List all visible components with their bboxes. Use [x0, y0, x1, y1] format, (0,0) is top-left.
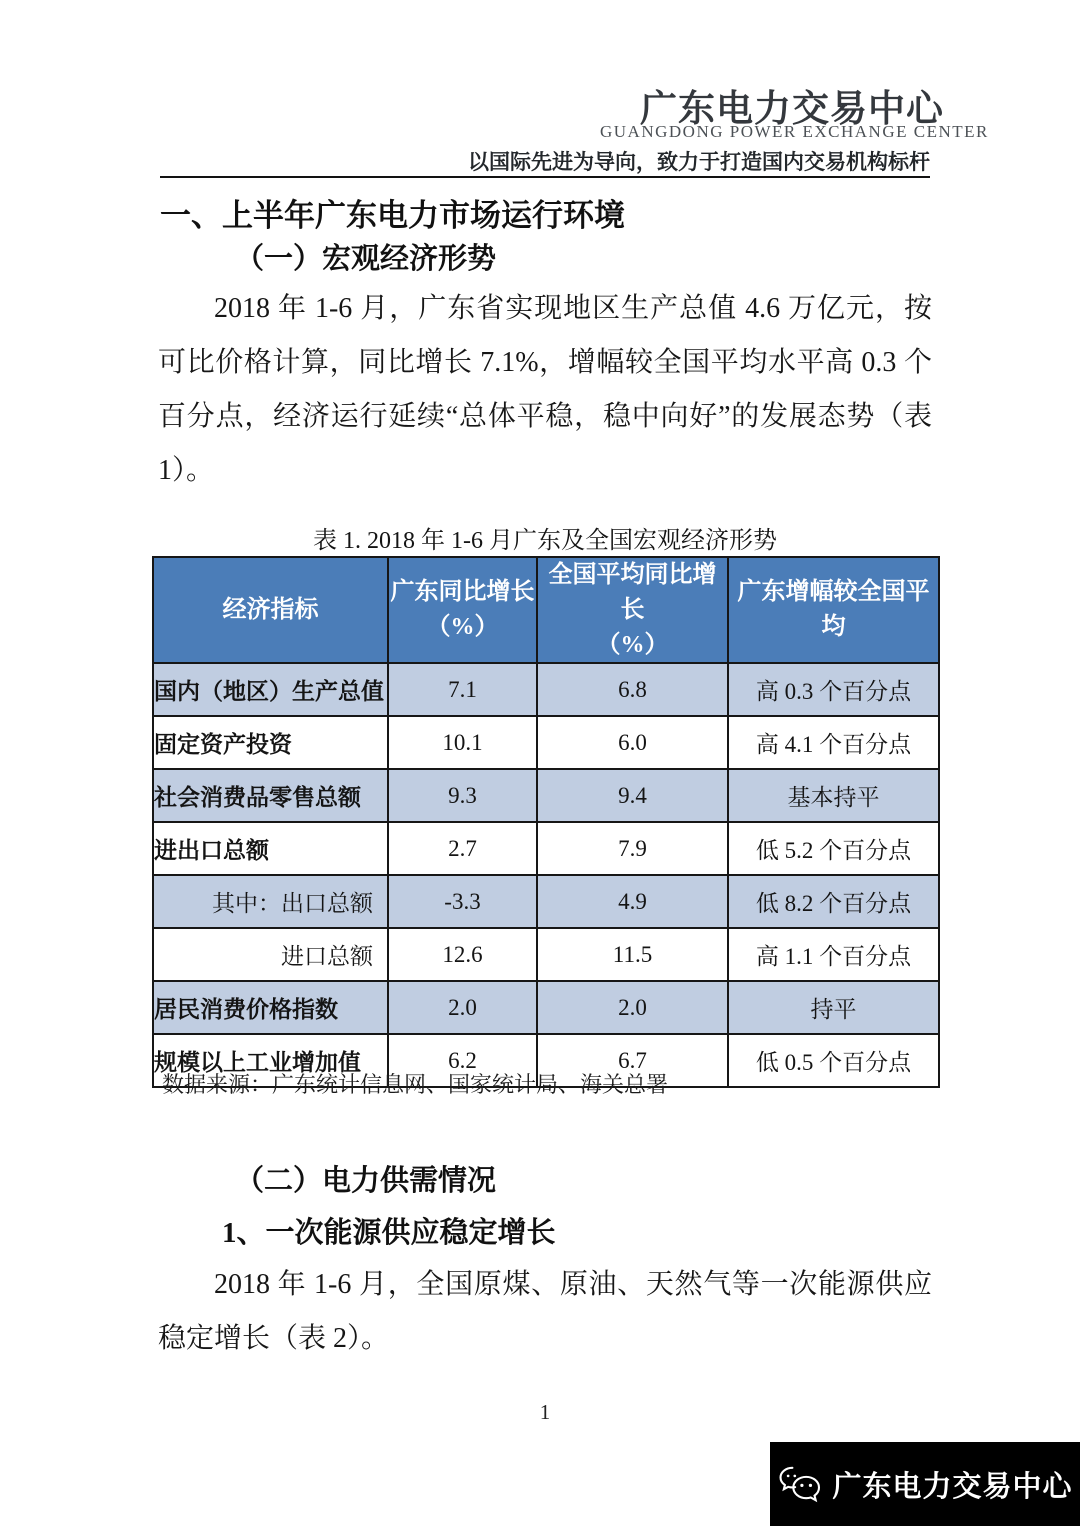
national-growth-cell: 6.7 [537, 1034, 728, 1087]
wechat-footer-label: 广东电力交易中心 [832, 1470, 1073, 1503]
subsubsection-heading-primary-energy: 1、一次能源供应稳定增长 [222, 1217, 556, 1249]
difference-cell: 低 8.2 个百分点 [728, 875, 939, 928]
economy-table-row [153, 716, 939, 769]
guangdong-growth-cell: -3.3 [388, 875, 537, 928]
economy-table-header-cell: 广东增幅较全国平均 [728, 557, 939, 663]
org-name-cn: 广东电力交易中心 [640, 88, 944, 129]
subsection-heading-macro-economy: （一）宏观经济形势 [235, 243, 497, 275]
guangdong-growth-cell: 7.1 [388, 663, 537, 716]
economy-table-header-cell: 全国平均同比增长 （%） [537, 557, 728, 663]
table-data-source: 数据来源：广东统计信息网、国家统计局、海关总署 [162, 1072, 669, 1097]
guangdong-growth-cell: 6.2 [388, 1034, 537, 1087]
guangdong-growth-cell: 12.6 [388, 928, 537, 981]
indicator-cell: 国内（地区）生产总值 [153, 663, 388, 716]
org-tagline: 以国际先进为导向，致力于打造国内交易机构标杆 [468, 150, 930, 174]
difference-cell: 基本持平 [728, 769, 939, 822]
economy-table-row [153, 822, 939, 875]
indicator-cell: 固定资产投资 [153, 716, 388, 769]
subsection-heading-power-supply-demand: （二）电力供需情况 [235, 1165, 497, 1197]
difference-cell: 低 5.2 个百分点 [728, 822, 939, 875]
national-growth-cell: 2.0 [537, 981, 728, 1034]
difference-cell: 高 4.1 个百分点 [728, 716, 939, 769]
difference-cell: 高 1.1 个百分点 [728, 928, 939, 981]
guangdong-growth-cell: 10.1 [388, 716, 537, 769]
guangdong-growth-cell: 2.7 [388, 822, 537, 875]
economy-table-header-cell: 广东同比增长 （%） [388, 557, 537, 663]
guangdong-growth-cell: 2.0 [388, 981, 537, 1034]
indicator-cell: 进出口总额 [153, 822, 388, 875]
national-growth-cell: 6.8 [537, 663, 728, 716]
economy-table-header-row [153, 557, 939, 663]
indicator-cell: 进口总额 [153, 928, 388, 981]
indicator-cell: 社会消费品零售总额 [153, 769, 388, 822]
economy-table-header-cell: 经济指标 [153, 557, 388, 663]
national-growth-cell: 4.9 [537, 875, 728, 928]
wechat-icon [777, 1465, 823, 1503]
indicator-cell: 居民消费价格指数 [153, 981, 388, 1034]
table-caption: 表 1. 2018 年 1-6 月广东及全国宏观经济形势 [313, 528, 777, 554]
guangdong-growth-cell: 9.3 [388, 769, 537, 822]
wechat-footer-bar [770, 1442, 1080, 1526]
economy-table-row [153, 769, 939, 822]
national-growth-cell: 9.4 [537, 769, 728, 822]
section-heading-1: 一、上半年广东电力市场运行环境 [160, 198, 625, 233]
economy-table-row [153, 928, 939, 981]
economy-table-body [153, 663, 939, 1087]
economy-table-row [153, 875, 939, 928]
national-growth-cell: 7.9 [537, 822, 728, 875]
paragraph-macro-economy: 2018 年 1-6 月，广东省实现地区生产总值 4.6 万亿元，按可比价格计算，同比增长 7.1%，增幅较全国平均水平高 0.3 个百分点，经济运行延续“总体平稳，稳中向好”的发展态势（表 1）。 [158, 293, 932, 486]
economy-table-row [153, 981, 939, 1034]
difference-cell: 持平 [728, 981, 939, 1034]
difference-cell: 低 0.5 个百分点 [728, 1034, 939, 1087]
indicator-cell: 其中：出口总额 [153, 875, 388, 928]
economy-table [152, 556, 940, 1088]
paragraph-primary-energy: 2018 年 1-6 月，全国原煤、原油、天然气等一次能源供应稳定增长（表 2）。 [158, 1269, 932, 1354]
difference-cell: 高 0.3 个百分点 [728, 663, 939, 716]
indicator-cell: 规模以上工业增加值 [153, 1034, 388, 1087]
economy-table-row [153, 663, 939, 716]
national-growth-cell: 6.0 [537, 716, 728, 769]
org-name-en: GUANGDONG POWER EXCHANGE CENTER [600, 122, 989, 141]
letterhead-divider [160, 176, 930, 178]
national-growth-cell: 11.5 [537, 928, 728, 981]
page-number: 1 [539, 1400, 551, 1424]
